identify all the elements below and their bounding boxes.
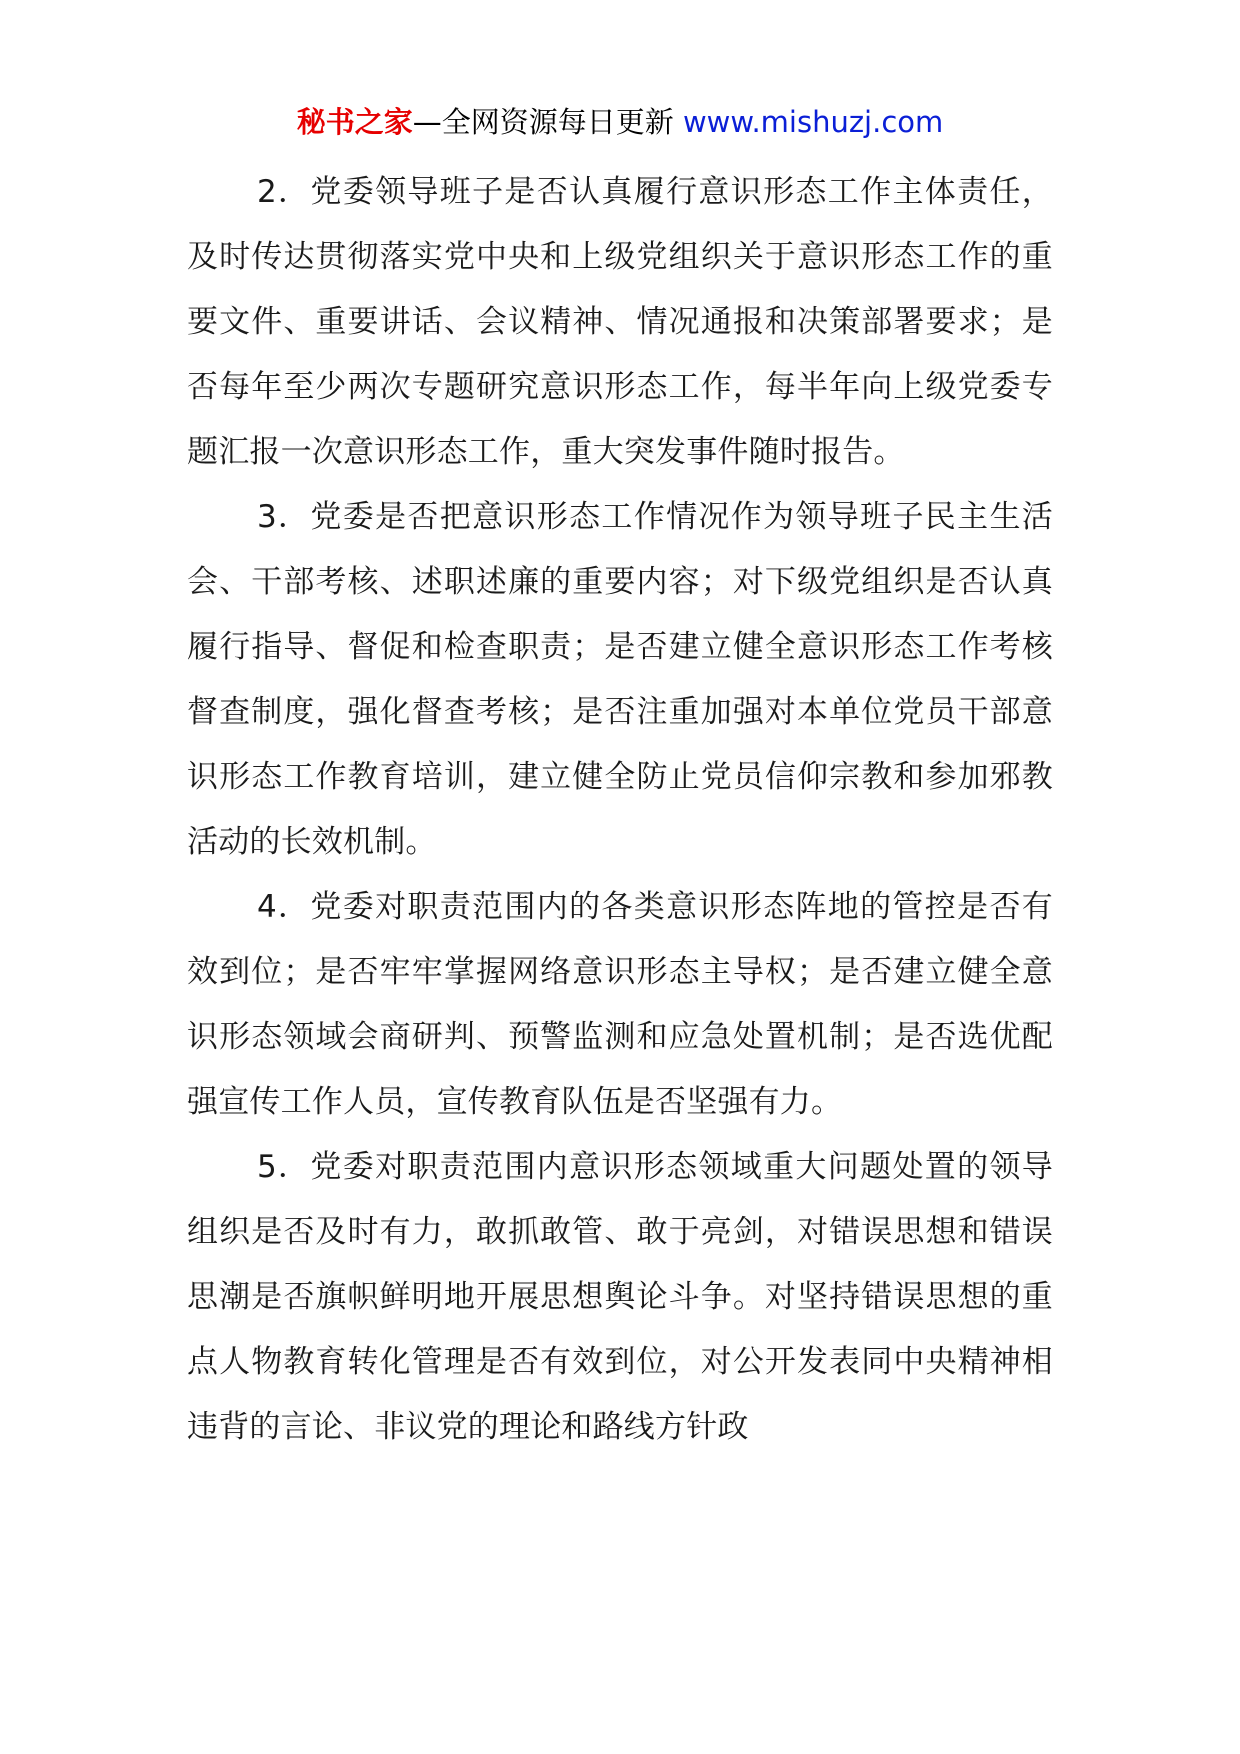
page-header <box>0 102 1240 142</box>
paragraph-item-2: 2．党委领导班子是否认真履行意识形态工作主体责任，及时传达贯彻落实党中央和上级党组织关于意识形态工作的重要文件、重要讲话、会议精神、情况通报和决策部署要求；是否每年至少两次专题研究意识形态工作，每半年向上级党委专题汇报一次意识形态工作，重大突发事件随时报告。 <box>187 174 1053 470</box>
header-url-link[interactable]: www.mishuzj.com <box>682 105 944 139</box>
paragraph-item-4: 4．党委对职责范围内的各类意识形态阵地的管控是否有效到位；是否牢牢掌握网络意识形态主导权；是否建立健全意识形态领域会商研判、预警监测和应急处置机制；是否选优配强宣传工作人员，宣传教育队伍是否坚强有力。 <box>187 889 1053 1120</box>
header-brand: 秘书之家 <box>296 105 413 139</box>
header-slogan: —全网资源每日更新 <box>412 105 674 139</box>
paragraph-item-5: 5．党委对职责范围内意识形态领域重大问题处置的领导组织是否及时有力，敢抓敢管、敢于亮剑，对错误思想和错误思潮是否旗帜鲜明地开展思想舆论斗争。对坚持错误思想的重点人物教育转化管理是否有效到位，对公开发表同中央精神相违背的言论、非议党的理论和路线方针政 <box>187 1149 1053 1445</box>
document-body <box>187 160 1053 1460</box>
paragraph-item-3: 3．党委是否把意识形态工作情况作为领导班子民主生活会、干部考核、述职述廉的重要内容；对下级党组织是否认真履行指导、督促和检查职责；是否建立健全意识形态工作考核督查制度，强化督查考核；是否注重加强对本单位党员干部意识形态工作教育培训，建立健全防止党员信仰宗教和参加邪教活动的长效机制。 <box>187 499 1053 860</box>
